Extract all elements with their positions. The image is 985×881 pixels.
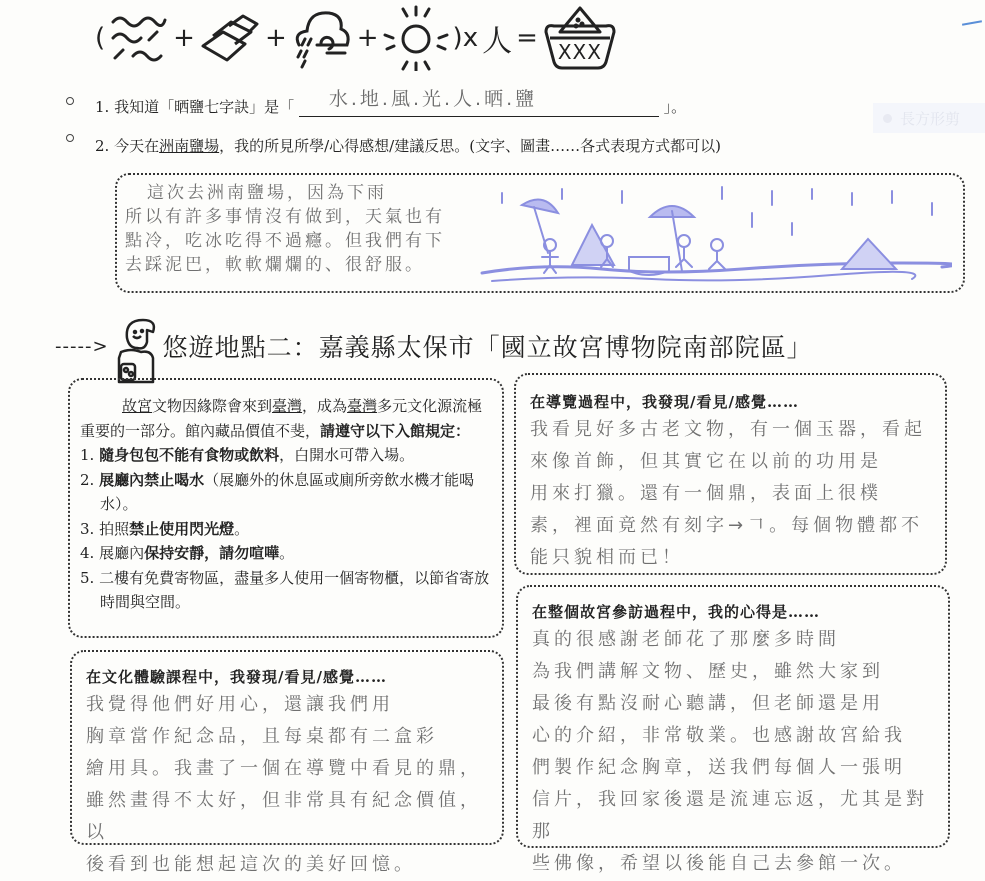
salt-formula xyxy=(95,0,795,75)
guided-tour-box xyxy=(514,373,947,575)
rules-intro xyxy=(80,394,492,443)
rule-item xyxy=(80,566,492,615)
question-suffix: 」。 xyxy=(663,98,687,116)
question-prefix: 今天在 xyxy=(114,137,160,155)
rule-number: 1. xyxy=(80,446,95,464)
handwritten-response xyxy=(532,624,936,880)
intro-text: 臺灣 xyxy=(272,397,303,415)
handwritten-line: 為我們講解文物、歷史，雖然大家到 xyxy=(532,661,884,682)
reflection-box xyxy=(115,173,965,293)
question-number: 1. xyxy=(95,98,110,116)
water-waves-icon xyxy=(109,10,169,66)
ghost-label-text: 長方形剪 xyxy=(900,109,961,128)
question-suffix: ，我的所見所學/心得感想/建議反思。(文字、圖畫……各式表現方式都可以) xyxy=(219,137,721,155)
section-title: 悠遊地點二：嘉義縣太保市「國立故宮博物院南部院區」 xyxy=(162,333,813,362)
handwritten-line: 能只貌相而已！ xyxy=(530,547,684,568)
place-name: 洲南鹽場 xyxy=(159,137,220,155)
rule-text: （展廳外的休息區或廁所旁飲水機才能喝水）。 xyxy=(100,470,475,513)
handwritten-line: 胸章當作紀念品，且每桌都有二盒彩 xyxy=(86,726,438,747)
rule-number: 5. xyxy=(80,568,95,587)
ghost-shape-label xyxy=(873,103,985,133)
edge-mark xyxy=(962,20,982,25)
rule-text: 拍照 xyxy=(99,519,130,538)
rainy-salt-field-drawing xyxy=(472,183,952,293)
handwritten-line: 去踩泥巴，軟軟爛爛的、很舒服。 xyxy=(125,255,425,275)
box-heading: 在導覽過程中，我發現/看見/感覺…… xyxy=(530,393,799,411)
handwritten-answer: 水.地.風.光.人.晒.鹽 xyxy=(328,88,538,110)
handwritten-line: 我看見好多古老文物，有一個玉器，看起 xyxy=(530,419,926,440)
rule-item xyxy=(80,517,492,542)
rule-bold: 禁止使用閃光燈 xyxy=(129,519,235,538)
bullet-icon xyxy=(66,134,74,142)
question-2 xyxy=(95,135,721,156)
handwritten-line: 我覺得他們好用心，還讓我們用 xyxy=(86,694,394,715)
handwritten-line: 點冷，吃冰吃得不過癮。但我們有下 xyxy=(125,231,445,251)
handwritten-line: 繪用具。我畫了一個在導覽中看見的鼎， xyxy=(86,758,482,779)
rule-text: 。 xyxy=(234,519,250,538)
rule-item xyxy=(80,443,492,468)
person-char: 人 xyxy=(482,23,513,59)
rule-text: 。 xyxy=(279,544,295,562)
dashed-arrow: -----> xyxy=(55,335,109,357)
handwritten-line: 用來打獵。還有一個鼎，表面上很樸 xyxy=(530,483,882,504)
box-heading: 在整個故宮參訪過程中，我的心得是…… xyxy=(532,603,821,621)
land-layers-icon xyxy=(199,10,261,66)
circle-icon xyxy=(883,114,892,123)
rule-text: 二樓有免費寄物區，盡量多人使用一個寄物櫃，以節省寄放時間與空間。 xyxy=(99,568,490,611)
rule-bold: 展廳內禁止喝水 xyxy=(99,470,205,489)
bullet-icon xyxy=(66,97,74,105)
wind-cloud-icon xyxy=(291,7,353,69)
handwritten-line: 來像首飾，但其實它在以前的功用是 xyxy=(530,451,882,472)
reflection-text xyxy=(125,181,475,277)
question-prefix: 我知道「晒鹽七字訣」是「 xyxy=(114,98,295,116)
handwritten-line: 最後有點沒耐心聽講，但老師還是用 xyxy=(532,693,884,714)
rule-text: 展廳內 xyxy=(99,544,145,562)
intro-text: 故宮 xyxy=(122,397,153,415)
rule-bold: 隨身包包不能有食物或飲料 xyxy=(99,446,280,464)
equals-sign: = xyxy=(516,22,538,53)
rule-number: 4. xyxy=(80,544,95,562)
intro-text: 臺灣 xyxy=(347,397,378,415)
overall-reflection-box xyxy=(516,585,950,874)
handwritten-line: 雖然畫得不太好，但非常具有紀念價值，以 xyxy=(86,790,482,843)
plus-sign: + xyxy=(356,22,379,53)
rule-item xyxy=(80,541,492,566)
section-2-header xyxy=(55,318,813,374)
handwritten-line: 後看到也能想起這次的美好回憶。 xyxy=(86,854,416,875)
close-paren-times: )x xyxy=(452,22,479,53)
handwritten-line: 這次去洲南鹽場，因為下雨 xyxy=(147,183,387,203)
plus-sign: + xyxy=(264,22,287,53)
plus-sign: + xyxy=(173,22,195,53)
question-1 xyxy=(95,88,687,117)
handwritten-line: 心的介紹，非常敬業。也感謝故宮給我 xyxy=(532,725,906,746)
handwritten-line: 信片，我回家後還是流連忘返，尤其是對那 xyxy=(532,789,928,842)
answer-line xyxy=(299,88,659,117)
rule-text: ，白開水可帶入場。 xyxy=(279,446,415,464)
intro-text: ，成為 xyxy=(302,397,348,415)
box-heading: 在文化體驗課程中，我發現/看見/感覺…… xyxy=(86,668,387,686)
handwritten-line: 素，裡面竟然有刻字→𠃍。每個物體都不 xyxy=(530,515,924,536)
intro-bold: 請遵守以下入館規定： xyxy=(320,421,471,440)
rule-number: 3. xyxy=(80,519,95,538)
handwritten-line: 所以有許多事情沒有做到，天氣也有 xyxy=(125,207,445,227)
rule-bold: 保持安靜，請勿喧嘩 xyxy=(144,544,280,562)
handwritten-line: 們製作紀念胸章，送我們每個人一張明 xyxy=(532,757,906,778)
handwritten-response xyxy=(530,414,933,574)
rule-number: 2. xyxy=(80,470,95,489)
question-number: 2. xyxy=(95,137,110,155)
sun-icon xyxy=(383,5,449,71)
handwritten-response xyxy=(86,689,490,881)
culture-experience-box xyxy=(70,650,504,875)
handwritten-line: 些佛像，希望以後能自己去參館一次。 xyxy=(532,853,906,874)
salt-basket-icon xyxy=(542,4,618,72)
salt-basket-label: XXX xyxy=(557,39,602,64)
rules-box xyxy=(68,378,504,638)
intro-text: 文物因緣際會來到 xyxy=(152,397,273,415)
open-paren: ( xyxy=(95,22,106,53)
rule-item xyxy=(80,468,492,517)
intro-text: 多元文化源流極重要的一部分。館內藏品價值不斐， xyxy=(80,397,483,440)
handwritten-line: 真的很感謝老師花了那麼多時間 xyxy=(532,629,840,650)
